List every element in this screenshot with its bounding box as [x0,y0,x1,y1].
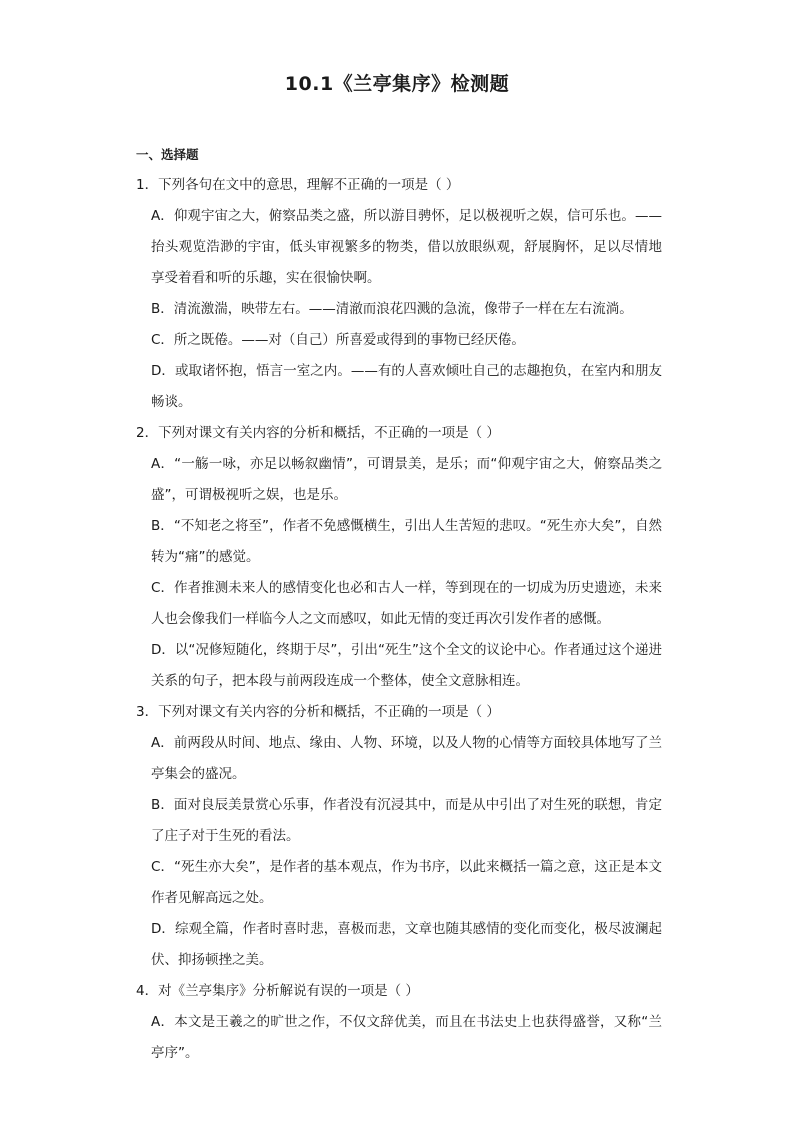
option-a: A．“一觞一咏，亦足以畅叙幽情”，可谓景美，是乐；而“仰观宇宙之大，俯察品类之盛”，可谓极视听之娱，也是乐。 [151,456,662,503]
section-header: 一、选择题 [136,147,199,162]
option-c: C．“死生亦大矣”，是作者的基本观点，作为书序，以此来概括一篇之意，这正是本文作者见解高远之处。 [151,859,662,906]
question-stem: 4．对《兰亭集序》分析解说有误的一项是（ ） [136,983,419,999]
question-4 [136,976,662,1069]
option-a: A．仰观宇宙之大，俯察品类之盛，所以游目骋怀，足以极视听之娱，信可乐也。——抬头观览浩渺的宇宙，低头审视繁多的物类，借以放眼纵观，舒展胸怀，足以尽情地享受着看和听的乐趣，实在很愉快啊。 [151,208,662,286]
question-3 [136,697,662,976]
question-stem: 2．下列对课文有关内容的分析和概括，不正确的一项是（ ） [136,425,500,441]
question-stem: 3．下列对课文有关内容的分析和概括，不正确的一项是（ ） [136,704,500,720]
option-b: B．面对良辰美景赏心乐事，作者没有沉浸其中，而是从中引出了对生死的联想，肯定了庄子对于生死的看法。 [151,797,662,844]
question-list [136,170,662,1069]
option-c: C．作者推测未来人的感情变化也必和古人一样，等到现在的一切成为历史遗迹，未来人也会像我们一样临今人之文而感叹，如此无情的变迁再次引发作者的感慨。 [151,580,662,627]
option-b: B．“不知老之将至”，作者不免感慨横生，引出人生苦短的悲叹。“死生亦大矣”，自然转为“痛”的感觉。 [151,518,662,565]
option-a: A．前两段从时间、地点、缘由、人物、环境，以及人物的心情等方面较具体地写了兰亭集会的盛况。 [151,735,662,782]
question-stem: 1．下列各句在文中的意思，理解不正确的一项是（ ） [136,177,460,193]
option-d: D．综观全篇，作者时喜时悲，喜极而悲，文章也随其感情的变化而变化，极尽波澜起伏、抑扬顿挫之美。 [151,921,662,968]
option-a: A．本文是王羲之的旷世之作，不仅文辞优美，而且在书法史上也获得盛誉，又称“兰亭序”。 [151,1014,662,1061]
option-d: D．以“况修短随化，终期于尽”，引出“死生”这个全文的议论中心。作者通过这个递进关系的句子，把本段与前两段连成一个整体，使全文意脉相连。 [151,642,662,689]
question-1 [136,170,662,418]
option-b: B．清流激湍，映带左右。——清澈而浪花四溅的急流，像带子一样在左右流淌。 [151,301,633,317]
option-d: D．或取诸怀抱，悟言一室之内。——有的人喜欢倾吐自己的志趣抱负，在室内和朋友畅谈。 [151,363,662,410]
option-c: C．所之既倦。——对（自己）所喜爱或得到的事物已经厌倦。 [151,332,525,348]
document-title: 10.1《兰亭集序》检测题 [284,73,510,95]
question-2 [136,418,662,697]
